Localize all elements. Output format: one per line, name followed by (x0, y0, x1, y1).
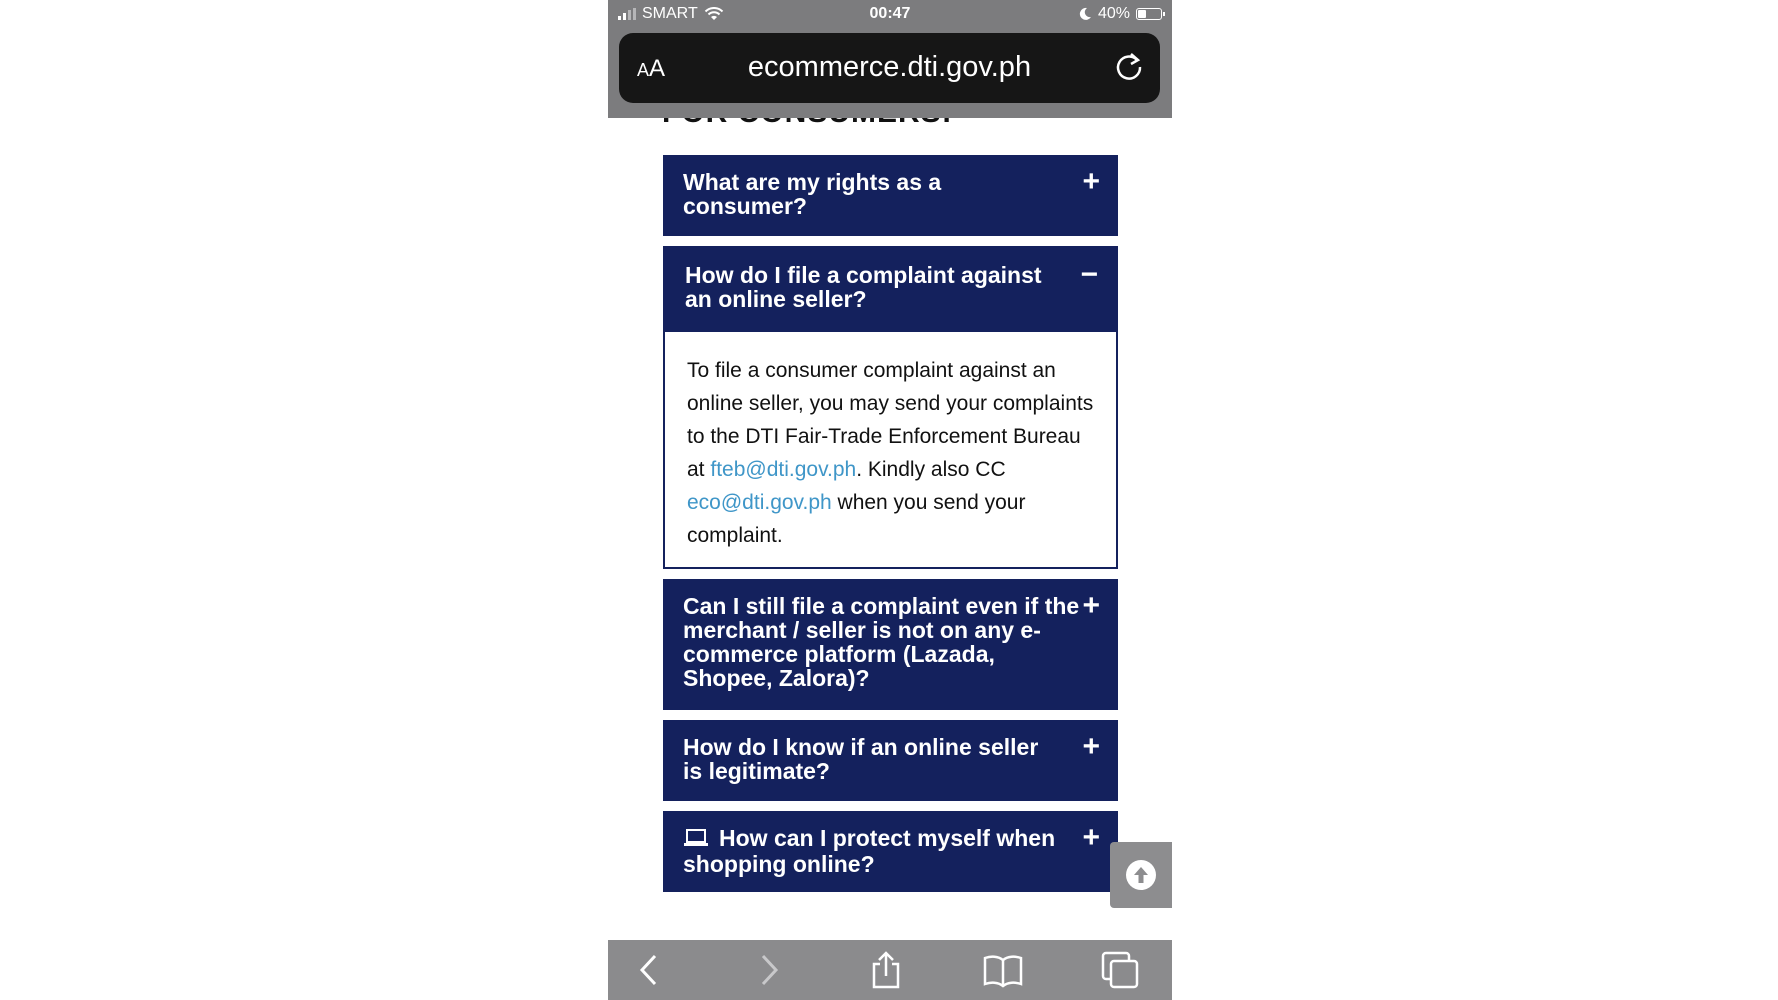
faq-question: What are my rights as a consumer? (683, 169, 942, 219)
aa-small: A (637, 60, 650, 80)
faq-question: How do I file a complaint against an online seller? (685, 262, 1042, 312)
aa-large: A (649, 55, 666, 82)
answer-text: . Kindly also CC (856, 458, 1006, 481)
moon-icon (1078, 7, 1092, 21)
url-text[interactable]: ecommerce.dti.gov.ph (747, 51, 1032, 83)
phone-screen (608, 0, 1172, 1000)
reload-icon[interactable] (1112, 50, 1146, 84)
battery-icon (1136, 8, 1162, 20)
page-content (608, 0, 1172, 1000)
faq-item-protect-myself[interactable] (663, 811, 1118, 892)
chevron-right-icon[interactable] (748, 950, 788, 990)
book-icon[interactable] (983, 950, 1023, 990)
status-right (1078, 5, 1162, 23)
faq-item-rights[interactable] (663, 155, 1118, 236)
share-icon[interactable] (866, 950, 906, 990)
minus-icon[interactable]: − (1080, 258, 1098, 291)
plus-icon[interactable]: + (1082, 589, 1100, 622)
battery-percent: 40% (1097, 5, 1130, 22)
answer-text: To file a consumer complaint against an online seller, you may send your complaints to the DTI Fair-Trade Enforcement Bureau at (687, 359, 1094, 481)
faq-header[interactable] (665, 248, 1116, 332)
battery-fill (1138, 10, 1146, 18)
tabs-icon[interactable] (1100, 950, 1140, 990)
answer-text: when you send your complaint. (687, 491, 1026, 547)
plus-icon[interactable]: + (1082, 730, 1100, 763)
arrow-up-circle-icon (1125, 859, 1157, 891)
chevron-left-icon[interactable] (630, 950, 670, 990)
plus-icon[interactable]: + (1082, 165, 1100, 198)
faq-question-row (683, 826, 1073, 876)
browser-bottom-toolbar (608, 940, 1172, 1000)
faq-question: How can I protect myself when shopping online? (683, 825, 1056, 877)
fteb-email-link[interactable]: fteb@dti.gov.ph (710, 458, 857, 481)
faq-answer (687, 354, 1097, 552)
faq-question: How do I know if an online seller is legitimate? (683, 734, 1039, 784)
browser-top-chrome (608, 0, 1172, 118)
faq-item-legitimate-seller[interactable] (663, 720, 1118, 801)
scroll-to-top-button[interactable] (1110, 842, 1172, 908)
faq-question: Can I still file a complaint even if the merchant / seller is not on any e-commerce platform (Lazada, Shopee, Zalora)? (683, 593, 1080, 691)
faq-item-file-complaint (663, 246, 1118, 569)
status-bar (608, 0, 1172, 30)
status-time: 00:47 (869, 5, 911, 22)
eco-email-link[interactable]: eco@dti.gov.ph (687, 491, 832, 514)
address-bar[interactable] (619, 33, 1160, 103)
laptop-icon (683, 828, 709, 852)
faq-item-non-platform-seller[interactable] (663, 579, 1118, 710)
plus-icon[interactable]: + (1082, 821, 1100, 854)
carrier-label: SMART (642, 5, 698, 22)
